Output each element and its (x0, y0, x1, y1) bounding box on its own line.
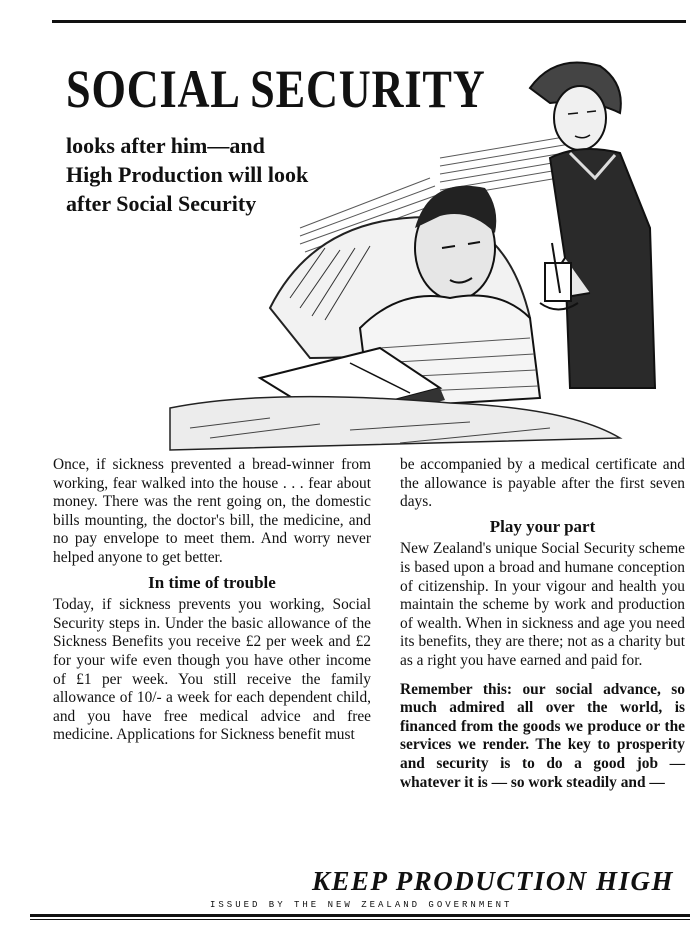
subhead-line: looks after him—and (66, 133, 265, 158)
bottom-rule (30, 914, 690, 917)
closing-paragraph: Remember this: our social advance, so much admired all over the world, is financed from the goods we produce or the services we render. The key to prosperity and security is to do a good job — whatever it is — so work steadily and — (400, 680, 685, 791)
section-heading: Play your part (489, 516, 596, 536)
issuer-line: ISSUED BY THE NEW ZEALAND GOVERNMENT (210, 900, 513, 910)
left-column (53, 456, 371, 745)
nurse-and-patient-illustration (150, 58, 690, 454)
body-paragraph: New Zealand's unique Social Security scheme is based upon a broad and humane conception of citizenship. In your vigour and health you maintain the scheme by work and production of wealth. When in sickness and age you need its benefits, they are there; not as a charity but as a right you have earned and paid for. (400, 540, 685, 669)
subhead-line: High Production will look (66, 162, 309, 187)
body-paragraph: Today, if sickness prevents you working, Social Security steps in. Under the basic allowance of the Sickness Benefits you receive £2 per week and £2 for your wife even though you have other income of £1 per week. You still receive the family allowance of 10/- a week for each dependent child, and you have free medical advice and free medicine. Applications for Sickness benefit must (53, 596, 371, 744)
bottom-rule (30, 919, 690, 920)
top-rule (52, 20, 686, 23)
body-paragraph: be accompanied by a medical certificate and the allowance is payable after the first seven days. (400, 456, 685, 511)
section-heading: In time of trouble (148, 572, 276, 592)
subhead-line: after Social Security (66, 191, 257, 216)
right-column (400, 456, 685, 792)
headline: SOCIAL SECURITY (66, 59, 486, 119)
body-paragraph: Once, if sickness prevented a bread-winner from working, fear walked into the house . . . fear about money. There was the rent going on, the domestic bills mounting, the doctor's bill, the medicine, and no pay envelope to meet them. And worry never helped anyone to get better. (53, 456, 371, 566)
slogan: KEEP PRODUCTION HIGH (312, 866, 675, 896)
